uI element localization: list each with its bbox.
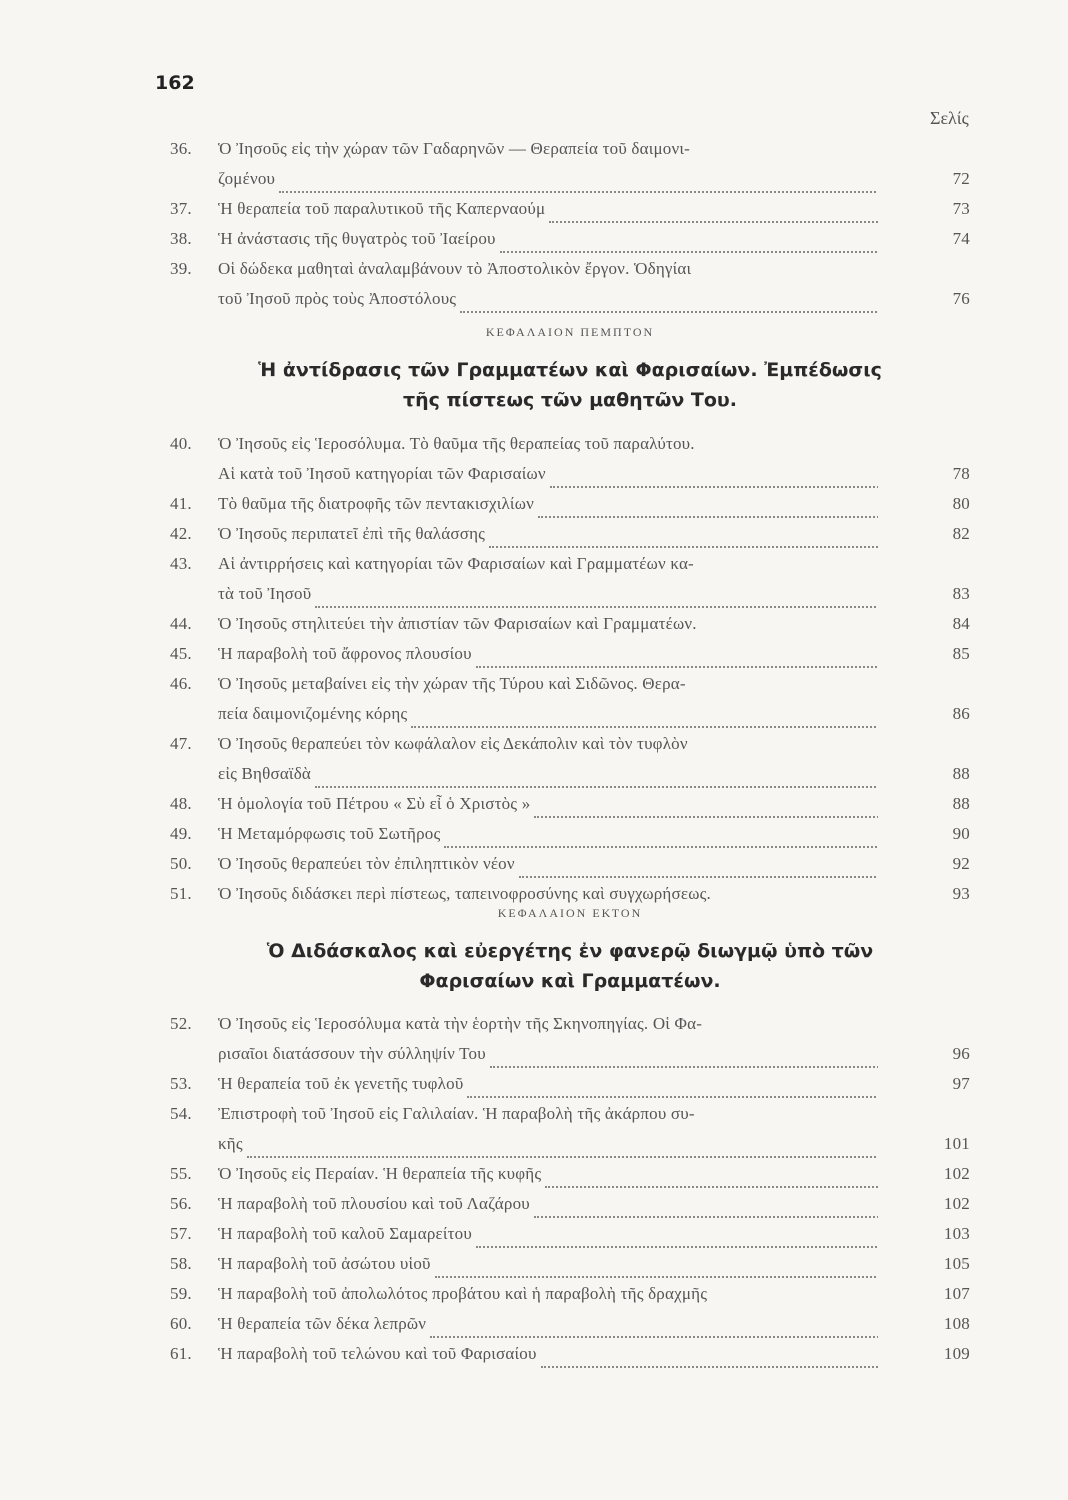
- entry-page-number: 107: [943, 1284, 970, 1303]
- dot-leader: [315, 770, 878, 788]
- entry-number: 58.: [170, 1254, 192, 1273]
- dot-leader: [519, 860, 878, 878]
- dot-leader: [444, 830, 878, 848]
- dot-leader: [476, 650, 878, 668]
- entry-page-number: 109: [943, 1344, 970, 1363]
- entry-title-continuation: ζομένου: [218, 165, 878, 193]
- entry-title: Ἐπιστροφὴ τοῦ Ἰησοῦ εἰς Γαλιλαίαν. Ἡ παραβολὴ τῆς ἀκάρπου συ-: [218, 1104, 695, 1123]
- dot-leader: [476, 1230, 878, 1248]
- entry-title: Ὁ Ἰησοῦς μεταβαίνει εἰς τὴν χώραν τῆς Τύρου καὶ Σιδῶνος. Θερα-: [218, 674, 686, 693]
- chapter-5-title-line-2: τῆς πίστεως τῶν μαθητῶν Του.: [403, 389, 737, 411]
- entry-number: 41.: [170, 494, 192, 513]
- entry-title: Ὁ Ἰησοῦς θεραπεύει τὸν κωφάλαλον εἰς Δεκάπολιν καὶ τὸν τυφλὸν: [218, 734, 688, 753]
- entry-page-number: 103: [943, 1224, 970, 1243]
- dot-leader: [534, 800, 878, 818]
- entry-page-number: 96: [952, 1044, 970, 1063]
- dot-leader: [411, 710, 878, 728]
- entry-title: Ἡ θεραπεία τοῦ παραλυτικοῦ τῆς Καπερναούμ: [218, 195, 878, 223]
- entry-number: 61.: [170, 1344, 192, 1363]
- chapter-6-title-line-2: Φαρισαίων καὶ Γραμματέων.: [419, 970, 721, 992]
- entry-title-continuation: κῆς: [218, 1130, 878, 1158]
- entry-title: Ὁ Ἰησοῦς εἰς τὴν χώραν τῶν Γαδαρηνῶν — Θεραπεία τοῦ δαιμονι-: [218, 139, 691, 158]
- chapter-5-label: ΚΕΦΑΛΑΙΟΝ ΠΕΜΠΤΟΝ: [485, 325, 655, 339]
- entry-title: Ὁ Ἰησοῦς στηλιτεύει τὴν ἀπιστίαν τῶν Φαρισαίων καὶ Γραμματέων.: [218, 614, 697, 633]
- chapter-6-label: ΚΕΦΑΛΑΙΟΝ ΕΚΤΟΝ: [497, 906, 643, 920]
- dot-leader: [315, 590, 878, 608]
- entry-title-continuation: ρισαῖοι διατάσσουν τὴν σύλληψίν Του: [218, 1040, 878, 1068]
- entry-title: Ὁ Ἰησοῦς εἰς Περαίαν. Ἡ θεραπεία τῆς κυφῆς: [218, 1160, 878, 1188]
- entry-title-continuation: Αἱ κατὰ τοῦ Ἰησοῦ κατηγορίαι τῶν Φαρισαίων: [218, 460, 878, 488]
- entry-page-number: 73: [952, 199, 970, 218]
- entry-number: 47.: [170, 734, 192, 753]
- entry-title: Ἡ θεραπεία τῶν δέκα λεπρῶν: [218, 1310, 878, 1338]
- entry-number: 52.: [170, 1014, 192, 1033]
- entry-page-number: 93: [952, 884, 970, 903]
- dot-leader: [460, 295, 878, 313]
- entry-title: Ὁ Ἰησοῦς θεραπεύει τὸν ἐπιληπτικὸν νέον: [218, 850, 878, 878]
- entry-page-number: 76: [952, 289, 970, 308]
- entry-page-number: 85: [952, 644, 970, 663]
- entry-number: 60.: [170, 1314, 192, 1333]
- entry-page-number: 78: [952, 464, 970, 483]
- entry-title: Ἡ Μεταμόρφωσις τοῦ Σωτῆρος: [218, 820, 878, 848]
- entry-page-number: 82: [952, 524, 970, 543]
- entry-number: 49.: [170, 824, 192, 843]
- dot-leader: [435, 1260, 878, 1278]
- entry-page-number: 74: [952, 229, 970, 248]
- entry-page-number: 108: [943, 1314, 970, 1333]
- entry-title: Ἡ παραβολὴ τοῦ ἀπολωλότος προβάτου καὶ ἡ παραβολὴ τῆς δραχμῆς: [218, 1284, 708, 1303]
- entry-number: 59.: [170, 1284, 192, 1303]
- page-number: 162: [155, 72, 195, 94]
- chapter-5-title-line-1: Ἡ ἀντίδρασις τῶν Γραμματέων καὶ Φαρισαίων. Ἐμπέδωσις: [258, 359, 882, 381]
- entry-page-number: 88: [952, 764, 970, 783]
- dot-leader: [545, 1170, 878, 1188]
- entry-page-number: 86: [952, 704, 970, 723]
- entry-page-number: 105: [943, 1254, 970, 1273]
- dot-leader: [500, 235, 878, 253]
- entry-page-number: 97: [952, 1074, 970, 1093]
- entry-number: 51.: [170, 884, 192, 903]
- dot-leader: [490, 1050, 878, 1068]
- dot-leader: [247, 1140, 878, 1158]
- entry-title: Ὁ Ἰησοῦς εἰς Ἱεροσόλυμα κατὰ τὴν ἑορτὴν τῆς Σκηνοπηγίας. Οἱ Φα-: [218, 1014, 703, 1033]
- entry-number: 38.: [170, 229, 192, 248]
- entry-title: Τὸ θαῦμα τῆς διατροφῆς τῶν πεντακισχιλίων: [218, 490, 878, 518]
- entry-title: Ἡ παραβολὴ τοῦ ἄφρονος πλουσίου: [218, 640, 878, 668]
- entry-number: 37.: [170, 199, 192, 218]
- entry-number: 54.: [170, 1104, 192, 1123]
- entry-number: 57.: [170, 1224, 192, 1243]
- entry-title: Ἡ ὁμολογία τοῦ Πέτρου « Σὺ εἶ ὁ Χριστὸς »: [218, 790, 878, 818]
- entry-title: Ἡ θεραπεία τοῦ ἐκ γενετῆς τυφλοῦ: [218, 1070, 878, 1098]
- entry-title: Ὁ Ἰησοῦς διδάσκει περὶ πίστεως, ταπεινοφροσύνης καὶ συγχωρήσεως.: [218, 884, 711, 903]
- chapter-6-title-line-1: Ὁ Διδάσκαλος καὶ εὐεργέτης ἐν φανερῷ διωγμῷ ὑπὸ τῶν: [266, 940, 874, 962]
- dot-leader: [279, 175, 878, 193]
- entry-number: 43.: [170, 554, 192, 573]
- entry-title-continuation: εἰς Βηθσαϊδὰ: [218, 760, 878, 788]
- entry-number: 39.: [170, 259, 192, 278]
- dot-leader: [549, 205, 878, 223]
- entry-title: Ὁ Ἰησοῦς περιπατεῖ ἐπὶ τῆς θαλάσσης: [218, 520, 878, 548]
- entry-page-number: 72: [952, 169, 970, 188]
- dot-leader: [550, 470, 878, 488]
- page-column-header: Σελίς: [930, 108, 969, 128]
- dot-leader: [534, 1200, 878, 1218]
- entry-page-number: 102: [943, 1164, 970, 1183]
- entry-page-number: 90: [952, 824, 970, 843]
- entry-title-continuation: τοῦ Ἰησοῦ πρὸς τοὺς Ἀποστόλους: [218, 285, 878, 313]
- entry-title: Ἡ παραβολὴ τοῦ ἀσώτου υἱοῦ: [218, 1250, 878, 1278]
- entry-title: Ἡ παραβολὴ τοῦ τελώνου καὶ τοῦ Φαρισαίου: [218, 1340, 878, 1368]
- entry-page-number: 88: [952, 794, 970, 813]
- entry-title-continuation: τὰ τοῦ Ἰησοῦ: [218, 580, 878, 608]
- dot-leader: [489, 530, 878, 548]
- entry-number: 55.: [170, 1164, 192, 1183]
- entry-number: 53.: [170, 1074, 192, 1093]
- entry-title: Ὁ Ἰησοῦς εἰς Ἱεροσόλυμα. Τὸ θαῦμα τῆς θεραπείας τοῦ παραλύτου.: [218, 434, 695, 453]
- entry-number: 46.: [170, 674, 192, 693]
- entry-page-number: 102: [943, 1194, 970, 1213]
- entry-number: 36.: [170, 139, 192, 158]
- entry-number: 40.: [170, 434, 192, 453]
- entry-title: Ἡ παραβολὴ τοῦ καλοῦ Σαμαρείτου: [218, 1220, 878, 1248]
- entry-title-continuation: πεία δαιμονιζομένης κόρης: [218, 700, 878, 728]
- entry-title: Ἡ παραβολὴ τοῦ πλουσίου καὶ τοῦ Λαζάρου: [218, 1190, 878, 1218]
- entry-title: Οἱ δώδεκα μαθηταὶ ἀναλαμβάνουν τὸ Ἀποστολικὸν ἔργον. Ὁδηγίαι: [218, 259, 692, 278]
- entry-page-number: 80: [952, 494, 970, 513]
- entry-number: 48.: [170, 794, 192, 813]
- entry-title: Ἡ ἀνάστασις τῆς θυγατρὸς τοῦ Ἰαείρου: [218, 225, 878, 253]
- entry-page-number: 83: [952, 584, 970, 603]
- entry-page-number: 84: [952, 614, 970, 633]
- entry-number: 50.: [170, 854, 192, 873]
- dot-leader: [430, 1320, 878, 1338]
- entry-number: 56.: [170, 1194, 192, 1213]
- entry-page-number: 101: [943, 1134, 970, 1153]
- dot-leader: [541, 1350, 878, 1368]
- dot-leader: [538, 500, 878, 518]
- entry-title: Αἱ ἀντιρρήσεις καὶ κατηγορίαι τῶν Φαρισαίων καὶ Γραμματέων κα-: [218, 554, 694, 573]
- dot-leader: [467, 1080, 878, 1098]
- entry-number: 42.: [170, 524, 192, 543]
- entry-page-number: 92: [952, 854, 970, 873]
- entry-number: 44.: [170, 614, 192, 633]
- entry-number: 45.: [170, 644, 192, 663]
